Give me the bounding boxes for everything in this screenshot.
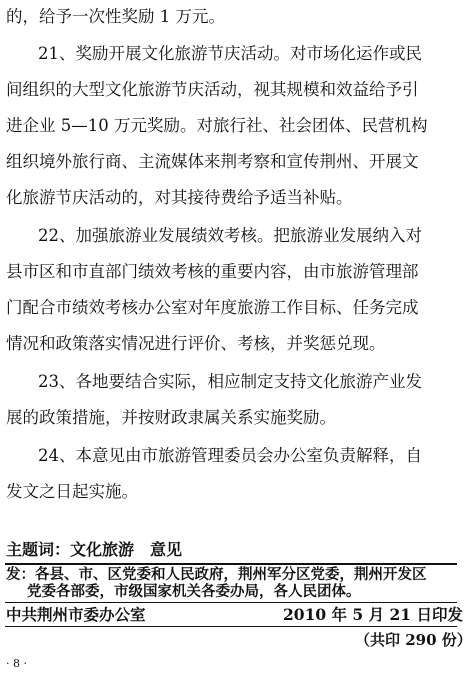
page-number: · 8 · bbox=[6, 657, 27, 670]
body-line: 进企业 5—10 万元奖励。对旅行社、社会团体、民营机构 bbox=[6, 116, 428, 135]
subject-keywords: 主题词：文化旅游 意见 bbox=[6, 540, 183, 559]
distribution-line: 发：各县、市、区党委和人民政府，荆州军分区党委，荆州开发区 bbox=[6, 566, 427, 583]
body-line: 23、各地要结合实际，相应制定支持文化旅游产业发 bbox=[38, 372, 422, 391]
body-line: 的，给予一次性奖励 1 万元。 bbox=[6, 7, 225, 26]
body-line: 24、本意见由市旅游管理委员会办公室负责解释，自 bbox=[38, 446, 422, 465]
print-count: （共印 290 份） bbox=[355, 631, 472, 649]
issuing-office: 中共荆州市委办公室 bbox=[6, 605, 146, 624]
body-line: 发文之日起实施。 bbox=[6, 482, 138, 501]
body-line: 县市区和市直部门绩效考核的重要内容，由市旅游管理部 bbox=[6, 262, 419, 281]
body-line: 21、奖励开展文化旅游节庆活动。对市场化运作或民 bbox=[38, 44, 422, 63]
footer-divider bbox=[5, 602, 457, 603]
body-line: 展的政策措施，并按财政隶属关系实施奖励。 bbox=[6, 408, 336, 427]
issue-date: 2010 年 5 月 21 日印发 bbox=[283, 605, 463, 624]
body-line: 门配合市绩效考核办公室对年度旅游工作目标、任务完成 bbox=[6, 298, 419, 317]
body-line: 化旅游节庆活动的，对其接待费给予适当补贴。 bbox=[6, 188, 353, 207]
body-line: 22、加强旅游业发展绩效考核。把旅游业发展纳入对 bbox=[38, 226, 422, 245]
footer-divider bbox=[5, 563, 457, 565]
body-line: 情况和政策落实情况进行评价、考核，并奖惩兑现。 bbox=[6, 334, 386, 353]
body-line: 组织境外旅行商、主流媒体来荆考察和宣传荆州、开展文 bbox=[6, 152, 419, 171]
distribution-line: 党委各部委，市级国家机关各委办局，各人民团体。 bbox=[27, 583, 361, 600]
body-line: 间组织的大型文化旅游节庆活动，视其规模和效益给予引 bbox=[6, 80, 419, 99]
footer-divider bbox=[5, 626, 457, 627]
